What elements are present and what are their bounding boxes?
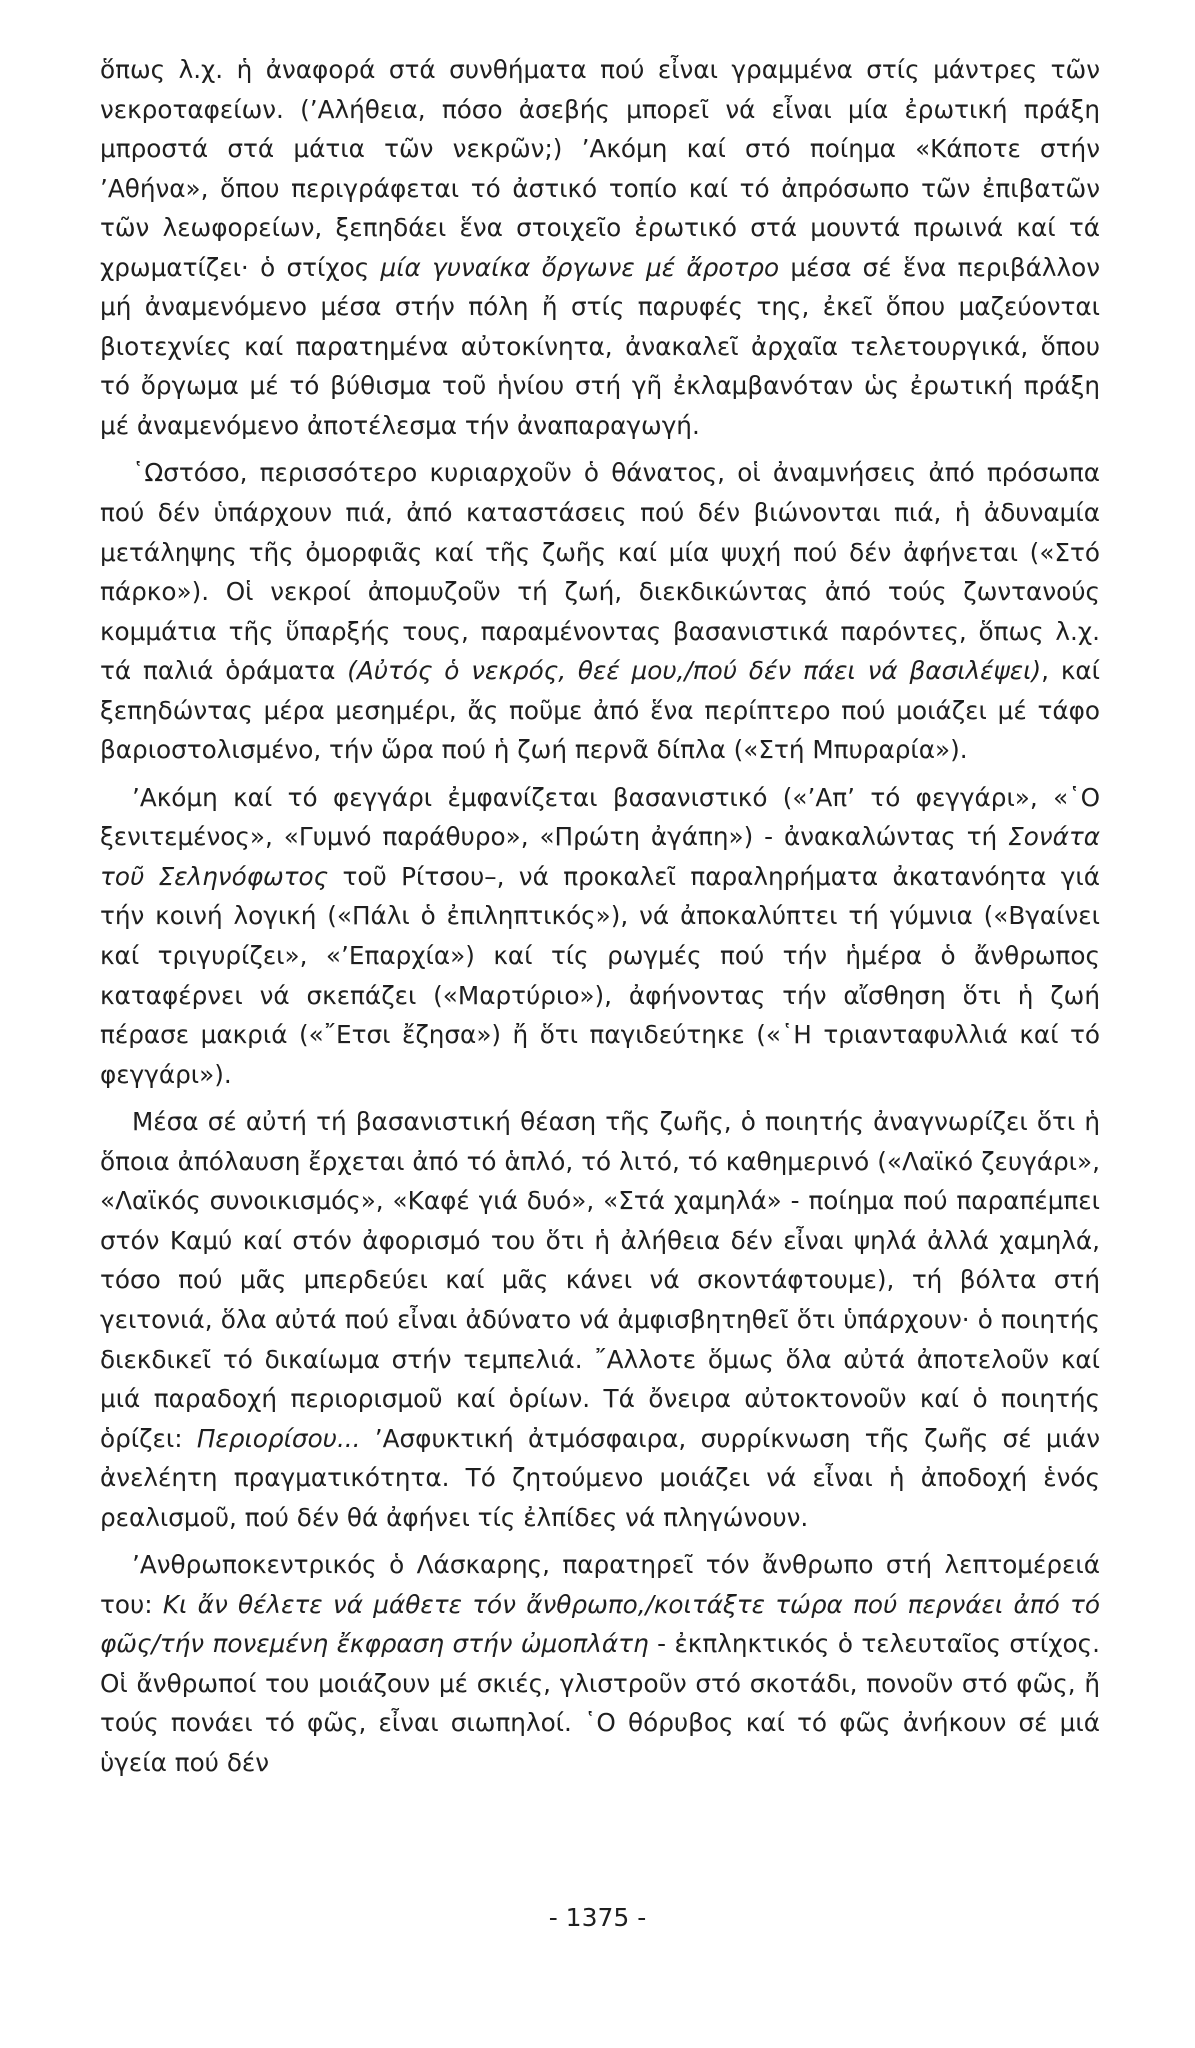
text-run: μέσα σέ ἕνα περιβάλλον μή ἀναμενόμενο μέσα στήν πόλη ἤ στίς παρυφές της, ἐκεῖ ὅπου μαζεύονται βιοτεχνίες καί παρατημένα αὐτοκίνητα, ἀνακαλεῖ ἀρχαῖα τελετουργικά, ὅπου τό ὄργωμα μέ τό βύθισμα τοῦ ἡνίου στή γῆ ἐκλαμβανόταν ὡς ἐρωτική πράξη μέ ἀναμενόμενο ἀποτέλεσμα τήν ἀναπαραγωγή. [100,252,1101,440]
paragraph [100,778,1100,1094]
paragraph [100,1545,1100,1782]
paragraph [100,50,1100,445]
italic-quote: Κι ἄν θέλετε νά μάθετε τόν ἄνθρωπο,/κοιτάξτε τώρα πού περνάει ἀπό τό φῶς/τήν πονεμένη ἔκφραση στήν ὠμοπλάτη [100,1589,1100,1659]
text-run: τοῦ Ρίτσου–, νά προκαλεῖ παραληρήματα ἀκατανόητα γιά τήν κοινή λογική («Πάλι ὁ ἐπιληπτικός»), νά ἀποκαλύπτει τή γύμνια («Βγαίνει καί τριγυρίζει», «’Επαρχία») καί τίς ρωγμές πού τήν ἡμέρα ὁ ἄνθρωπος καταφέρνει νά σκεπάζει («Μαρτύριο»), ἀφήνοντας τήν αἴσθηση ὅτι ἡ ζωή πέρασε μακριά («῎Ετσι ἔζησα») ἤ ὅτι παγιδεύτηκε («῾Η τριανταφυλλιά καί τό φεγγάρι»). [100,861,1100,1089]
text-run: ’Ασφυκτική ἀτμόσφαιρα, συρρίκνωση τῆς ζωῆς σέ μιάν ἀνελέητη πραγματικότητα. Τό ζητούμενο μοιάζει νά εἶναι ἡ ἀποδοχή ἑνός ρεαλισμοῦ, πού δέν θά ἀφήνει τίς ἐλπίδες νά πληγώνουν. [100,1423,1100,1532]
italic-quote: (Αὐτός ὁ νεκρός, θεέ μου,/πού δέν πάει νά βασιλέψει) [347,656,1042,686]
italic-quote: μία γυναίκα ὄργωνε μέ ἄροτρο [380,252,780,282]
italic-quote: Περιορίσου... [196,1423,361,1453]
paragraph [100,1102,1100,1537]
text-run: , καί ξεπηδώντας μέρα μεσημέρι, ἄς ποῦμε ἀπό ἕνα περίπτερο πού μοιάζει μέ τάφο βαριοστολισμένο, τήν ὥρα πού ἡ ζωή περνᾶ δίπλα («Στή Μπυραρία»). [100,656,1101,765]
text-run: Μέσα σέ αὐτή τή βασανιστική θέαση τῆς ζωῆς, ὁ ποιητής ἀναγνωρίζει ὅτι ἡ ὅποια ἀπόλαυση ἔρχεται ἀπό τό ἁπλό, τό λιτό, τό καθημερινό («Λαϊκό ζευγάρι», «Λαϊκός συνοικισμός», «Καφέ γιά δυό», «Στά χαμηλά» - ποίημα πού παραπέμπει στόν Καμύ καί στόν ἀφορισμό του ὅτι ἡ ἀλήθεια δέν εἶναι ψηλά ἀλλά χαμηλά, τόσο πού μᾶς μπερδεύει καί μᾶς κάνει νά σκοντάφτουμε), τή βόλτα στή γειτονιά, ὅλα αὐτά πού εἶναι ἀδύνατο νά ἀμφισβητηθεῖ ὅτι ὑπάρχουν· ὁ ποιητής διεκδικεῖ τό δικαίωμα στήν τεμπελιά. ῎Αλλοτε ὅμως ὅλα αὐτά ἀποτελοῦν καί μιά παραδοχή περιορισμοῦ καί ὁρίων. Τά ὄνειρα αὐτοκτονοῦν καί ὁ ποιητής ὁρίζει: [100,1107,1100,1453]
text-run: ὅπως λ.χ. ἡ ἀναφορά στά συνθήματα πού εἶναι γραμμένα στίς μάντρες τῶν νεκροταφείων. (’Αλήθεια, πόσο ἀσεβής μπορεῖ νά εἶναι μία ἐρωτική πράξη μπροστά στά μάτια τῶν νεκρῶν;) ’Ακόμη καί στό ποίημα «Κάποτε στήν ’Αθήνα», ὅπου περιγράφεται τό ἀστικό τοπίο καί τό ἀπρόσωπο τῶν ἐπιβατῶν τῶν λεωφορείων, ξεπηδάει ἕνα στοιχεῖο ἐρωτικό στά μουντά πρωινά καί τά χρωματίζει· ὁ στίχος [100,55,1100,282]
text-run: ῾Ωστόσο, περισσότερο κυριαρχοῦν ὁ θάνατος, οἱ ἀναμνήσεις ἀπό πρόσωπα πού δέν ὑπάρχουν πιά, ἀπό καταστάσεις πού δέν βιώνονται πιά, ἡ ἀδυναμία μετάληψης τῆς ὀμορφιᾶς καί τῆς ζωῆς καί μία ψυχή πού δέν ἀφήνεται («Στό πάρκο»). Οἱ νεκροί ἀπομυζοῦν τή ζωή, διεκδικώντας ἀπό τούς ζωντανούς κομμάτια τῆς ὕπαρξής τους, παραμένοντας βασανιστικά παρόντες, ὅπως λ.χ. τά παλιά ὁράματα [100,458,1100,686]
italic-quote: Σονάτα τοῦ Σεληνόφωτος [100,822,1100,891]
text-run: - ἐκπληκτικός ὁ τελευταῖος στίχος. Οἱ ἄνθρωποί του μοιάζουν μέ σκιές, γλιστροῦν στό σκοτάδι, πονοῦν στό φῶς, ἤ τούς πονάει τό φῶς, εἶναι σιωπηλοί. ῾Ο θόρυβος καί τό φῶς ἀνήκουν σέ μιά ὑγεία πού δέν [100,1629,1100,1777]
page-number: - 1375 - [548,1903,647,1932]
page-body [100,50,1100,1791]
text-run: ’Ανθρωποκεντρικός ὁ Λάσκαρης, παρατηρεῖ τόν ἄνθρωπο στή λεπτομέρειά του: [100,1550,1100,1619]
text-run: ’Ακόμη καί τό φεγγάρι ἐμφανίζεται βασανιστικό («’Απ’ τό φεγγάρι», «῾Ο ξενιτεμένος», «Γυμνό παράθυρο», «Πρώτη ἀγάπη») - ἀνακαλώντας τή [100,782,1100,852]
paragraph [100,453,1100,769]
